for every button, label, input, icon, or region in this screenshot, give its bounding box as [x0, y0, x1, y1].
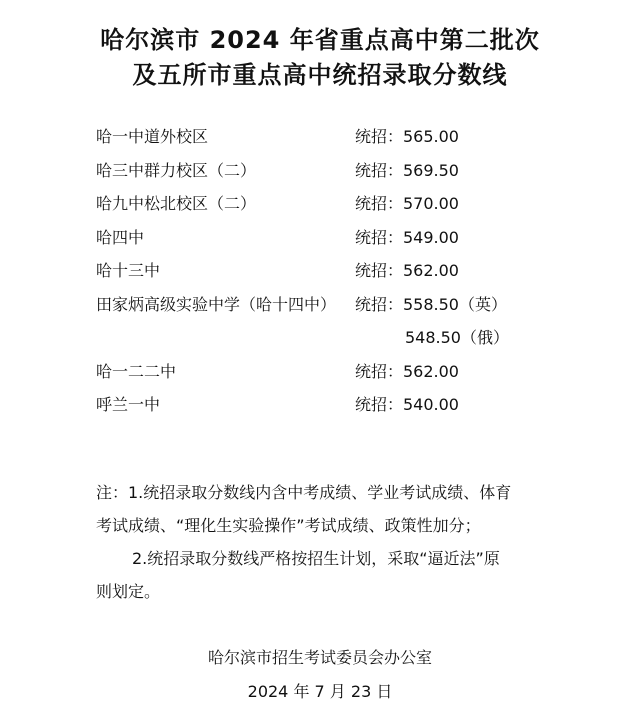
note-1-line-2: 考试成绩、“理化生实验操作”考试成绩、政策性加分；	[96, 516, 481, 535]
school-name: 呼兰一中	[96, 395, 161, 414]
note-2-line-1: 2.统招录取分数线严格按招生计划，采取“逼近法”原	[132, 549, 500, 568]
school-score: 统招：570.00	[355, 194, 459, 213]
note-1-line-1: 注：1.统招录取分数线内含中考成绩、学业考试成绩、体育	[96, 483, 512, 502]
school-score: 统招：562.00	[355, 362, 459, 381]
school-score: 统招：540.00	[355, 395, 459, 414]
school-name: 田家炳高级实验中学（哈十四中）	[96, 295, 337, 314]
school-name: 哈九中松北校区（二）	[96, 194, 257, 213]
school-score: 统招：569.50	[355, 161, 459, 180]
school-name: 哈十三中	[96, 261, 161, 280]
school-name: 哈四中	[96, 228, 145, 247]
school-score: 统招：565.00	[355, 127, 459, 146]
issuing-office: 哈尔滨市招生考试委员会办公室	[207, 648, 432, 667]
school-score: 统招：558.50（英）	[355, 295, 507, 314]
title-line-1: 哈尔滨市 2024 年省重点高中第二批次	[100, 26, 540, 54]
school-name: 哈三中群力校区（二）	[96, 161, 257, 180]
school-name: 哈一二二中	[96, 362, 177, 381]
issue-date: 2024 年 7 月 23 日	[247, 682, 393, 701]
school-score: 统招：549.00	[355, 228, 459, 247]
school-score-extra: 548.50（俄）	[405, 328, 509, 347]
note-2-line-2: 则划定。	[96, 582, 161, 601]
title-line-2: 及五所市重点高中统招录取分数线	[132, 61, 508, 89]
school-score: 统招：562.00	[355, 261, 459, 280]
school-name: 哈一中道外校区	[96, 127, 209, 146]
